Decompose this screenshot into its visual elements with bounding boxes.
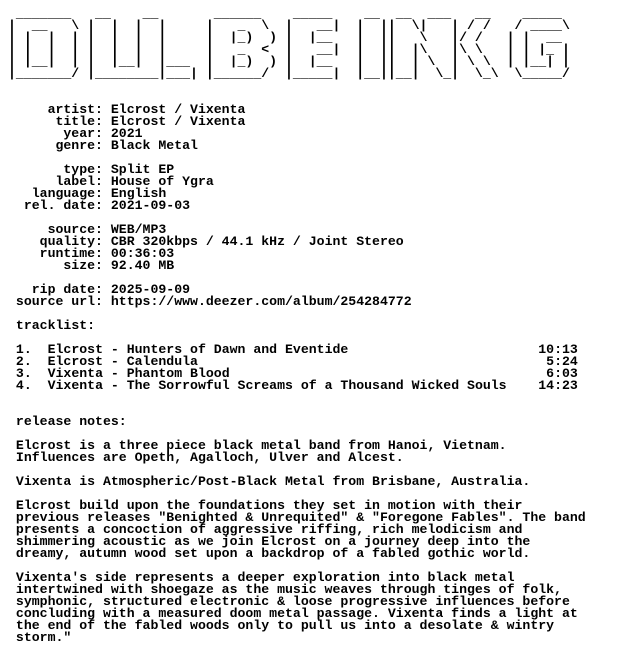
release-notes-text: storm." <box>15 630 72 645</box>
release-notes-text: intertwined with shoegaze as the music weaves through tinges of folk, <box>15 582 562 597</box>
info-value: Elcrost / Vixenta <box>110 114 246 129</box>
info-value: CBR 320kbps / 44.1 kHz / Joint Stereo <box>110 234 404 249</box>
release-notes-line <box>8 632 586 644</box>
release-notes-text: Vixenta is Atmospheric/Post-Black Metal from Brisbane, Australia. <box>15 474 531 489</box>
banner-text: | __ \ | | | | | _ \ | __| | || \| | / / / ____\ <box>8 18 570 33</box>
track-duration: 10:13 <box>538 342 578 357</box>
info-label: label: <box>8 174 103 189</box>
info-value: 00:36:03 <box>110 246 175 261</box>
info-value: 2021-09-03 <box>110 198 191 213</box>
info-row-source-url <box>8 296 586 308</box>
info-label: rel. date: <box>8 198 103 213</box>
info-value: 2021 <box>110 126 143 141</box>
release-notes-text: concluding with a measured doom metal passage. Vixenta finds a light at <box>15 606 578 621</box>
release-notes-text: dreamy, autumn wood set upon a backdrop of a fabled gothic world. <box>15 546 531 561</box>
info-label: year: <box>8 126 103 141</box>
info-label: language: <box>8 186 103 201</box>
info-value: Split EP <box>110 162 175 177</box>
release-notes-text: Elcrost build upon the foundations they set in motion with their <box>15 498 523 513</box>
banner-text: _______ __ __ ______ _____ __ __ ___ __ _____ <box>8 6 562 21</box>
info-value: Black Metal <box>110 138 198 153</box>
track-title: Elcrost - Calendula <box>47 354 539 369</box>
info-row-size <box>8 260 586 272</box>
info-label: source url: <box>8 294 103 309</box>
release-notes-text: Vixenta's side represents a deeper exploration into black metal <box>15 570 515 585</box>
info-label: quality: <box>8 234 103 249</box>
banner-text: | |__| | | |__| |___ | |_) ) | |__ | || | \ | \ \ | |__| | <box>8 54 570 69</box>
release-notes-line <box>8 452 586 464</box>
banner-text: |_______/ |________|___| |______/ |_____| |__||__| \_| \_\ \_____/ <box>8 66 570 81</box>
blank-line <box>8 80 586 92</box>
track-row <box>8 380 586 392</box>
release-notes-heading-text: release notes: <box>15 414 127 429</box>
track-number: 4. <box>15 378 40 393</box>
info-label: source: <box>8 222 103 237</box>
info-label: title: <box>8 114 103 129</box>
info-label: artist: <box>8 102 103 117</box>
info-label: runtime: <box>8 246 103 261</box>
release-notes-line <box>8 476 586 488</box>
release-notes-text: Influences are Opeth, Agalloch, Ulver and Alcest. <box>15 450 404 465</box>
info-row-rel-date <box>8 200 586 212</box>
track-duration: 14:23 <box>538 378 578 393</box>
info-value: WEB/MP3 <box>110 222 167 237</box>
release-notes-text: Elcrost is a three piece black metal band from Hanoi, Vietnam. <box>15 438 507 453</box>
track-number: 2. <box>15 354 40 369</box>
release-notes-line <box>8 620 586 632</box>
track-duration: 6:03 <box>538 366 578 381</box>
banner-text: | | | | | | | | | _ < | __| | || |\ |\ \ | | |_ | <box>8 42 570 57</box>
release-notes-text: shimmering acoustic as we join Elcrost on a journey deep into the <box>15 534 531 549</box>
release-notes-text: symphonic, structured electronic & loose progressive influences before <box>15 594 570 609</box>
banner-text: | | | | | | | | | |_) ) | |__ | || \ |/ / | | __ <box>8 30 562 45</box>
banner-line <box>8 68 586 80</box>
release-notes-text: the end of the fabled woods only to pull us into a desolate & wintry <box>15 618 555 633</box>
info-label: size: <box>8 258 103 273</box>
info-label: type: <box>8 162 103 177</box>
info-label: genre: <box>8 138 103 153</box>
info-value: https://www.deezer.com/album/254284772 <box>110 294 412 309</box>
info-value: 2025-09-09 <box>110 282 191 297</box>
info-value: English <box>110 186 167 201</box>
info-value: Elcrost / Vixenta <box>110 102 246 117</box>
info-value: 92.40 MB <box>110 258 175 273</box>
track-number: 3. <box>15 366 40 381</box>
release-notes-heading <box>8 416 586 428</box>
release-notes-text: previous releases "Benighted & Unrequited" & "Foregone Fables". The band <box>15 510 586 525</box>
tracklist-heading-text: tracklist: <box>15 318 96 333</box>
info-row-genre <box>8 140 586 152</box>
nfo-document <box>8 8 586 644</box>
release-notes-line <box>8 548 586 560</box>
info-label: rip date: <box>8 282 103 297</box>
tracklist-heading <box>8 320 586 332</box>
track-number: 1. <box>15 342 40 357</box>
blank-line <box>8 392 586 404</box>
release-notes-text: presents a concoction of aggressive riffing, rich melodicism and <box>15 522 523 537</box>
track-duration: 5:24 <box>538 354 578 369</box>
track-title: Vixenta - Phantom Blood <box>47 366 539 381</box>
track-title: Elcrost - Hunters of Dawn and Eventide <box>47 342 539 357</box>
track-title: Vixenta - The Sorrowful Screams of a Thousand Wicked Souls <box>47 378 539 393</box>
info-value: House of Ygra <box>110 174 214 189</box>
